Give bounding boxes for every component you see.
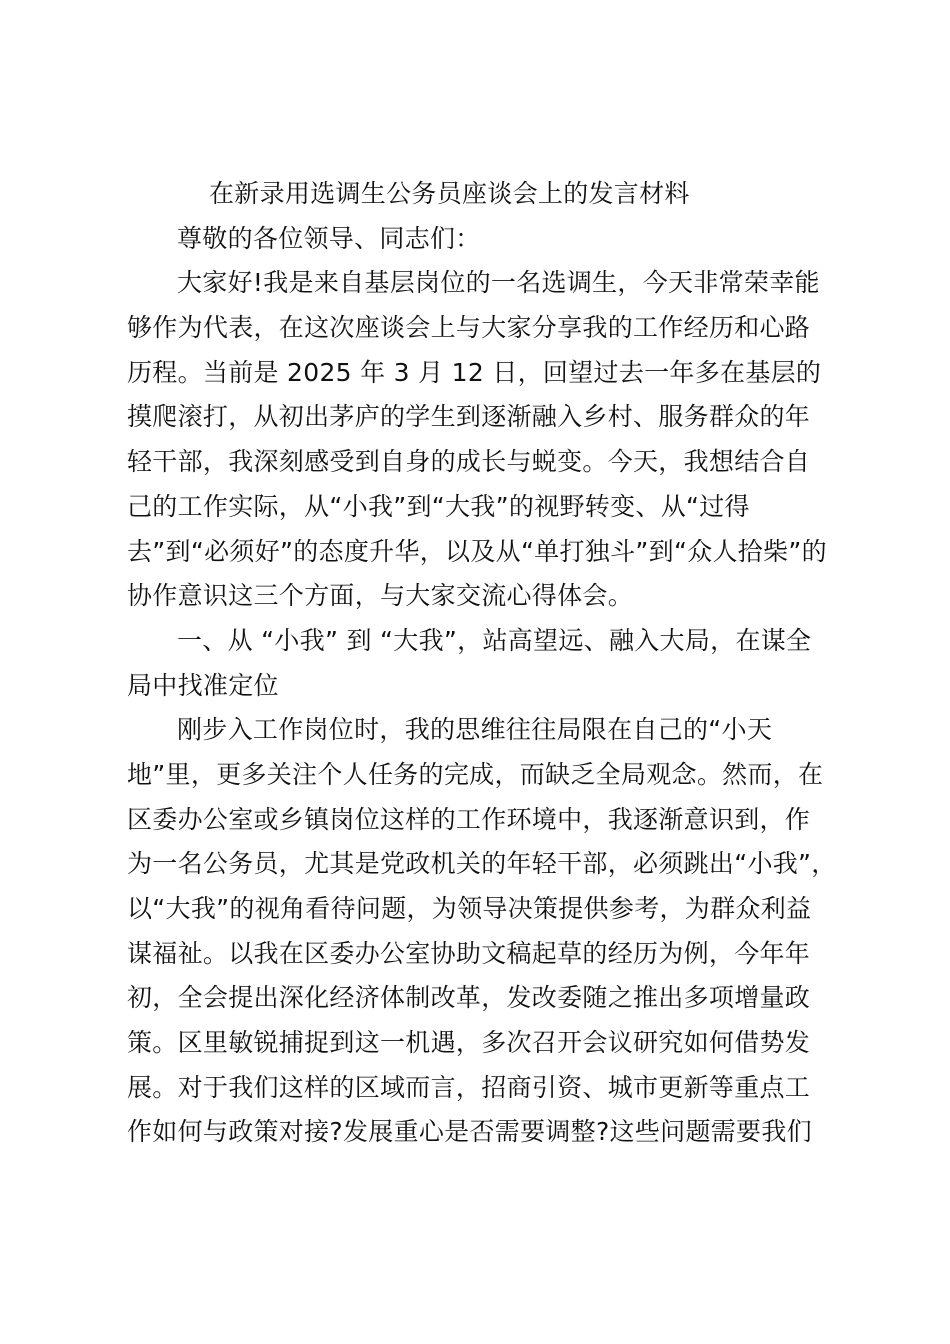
paragraph-line: 谋福祉。以我在区委办公室协助文稿起草的经历为例，今年年 [127,938,811,968]
section-heading-1 [127,619,833,708]
paragraph-line: 轻干部，我深刻感受到自身的成长与蜕变。今天，我想结合自 [127,447,811,477]
paragraph-line: 区委办公室或乡镇岗位这样的工作环境中，我逐渐意识到，作 [127,804,811,834]
paragraph-line: 协作意识这三个方面，与大家交流心得体会。 [127,581,634,611]
paragraph-opening [127,261,833,619]
paragraph-line: 去”到“必须好”的态度升华，以及从“单打独斗”到“众人拾柴”的 [127,536,827,566]
paragraph-line: 策。区里敏锐捕捉到这一机遇，多次召开会议研究如何借势发 [127,1028,811,1058]
paragraph-line: 为一名公务员，尤其是党政机关的年轻干部，必须跳出“小我”， [127,849,837,879]
salutation: 尊敬的各位领导、同志们： [177,223,481,253]
paragraph-line: 历程。当前是 2025 年 3 月 12 日，回望过去一年多在基层的 [127,357,822,387]
paragraph-line: 初，全会提出深化经济体制改革，发改委随之推出多项增量政 [127,983,811,1013]
paragraph-line: 以“大我”的视角看待问题，为领导决策提供参考，为群众利益 [127,894,812,923]
paragraph-line: 己的工作实际，从“小我”到“大我”的视野转变、从“过得 [127,491,750,521]
paragraph-line: 展。对于我们这样的区域而言，招商引资、城市更新等重点工 [127,1072,811,1102]
document-title: 在新录用选调生公务员座谈会上的发言材料 [209,179,690,208]
paragraph-line: 作如何与政策对接?发展重心是否需要调整?这些问题需要我们 [127,1117,812,1147]
paragraph-section-1 [127,708,837,1155]
heading-line: 一、从 “小我” 到 “大我”，站高望远、融入大局，在谋全 [177,625,812,655]
document-body [127,172,837,1155]
paragraph-line: 地”里，更多关注个人任务的完成，而缺乏全局观念。然而，在 [127,759,824,789]
heading-line: 局中找准定位 [127,670,279,700]
paragraph-line: 够作为代表，在这次座谈会上与大家分享我的工作经历和心路 [127,313,811,343]
paragraph-line: 刚步入工作岗位时，我的思维往往局限在自己的“小天 [177,715,773,745]
paragraph-line: 大家好!我是来自基层岗位的一名选调生，今天非常荣幸能 [177,268,820,298]
paragraph-line: 摸爬滚打，从初出茅庐的学生到逐渐融入乡村、服务群众的年 [127,402,811,432]
